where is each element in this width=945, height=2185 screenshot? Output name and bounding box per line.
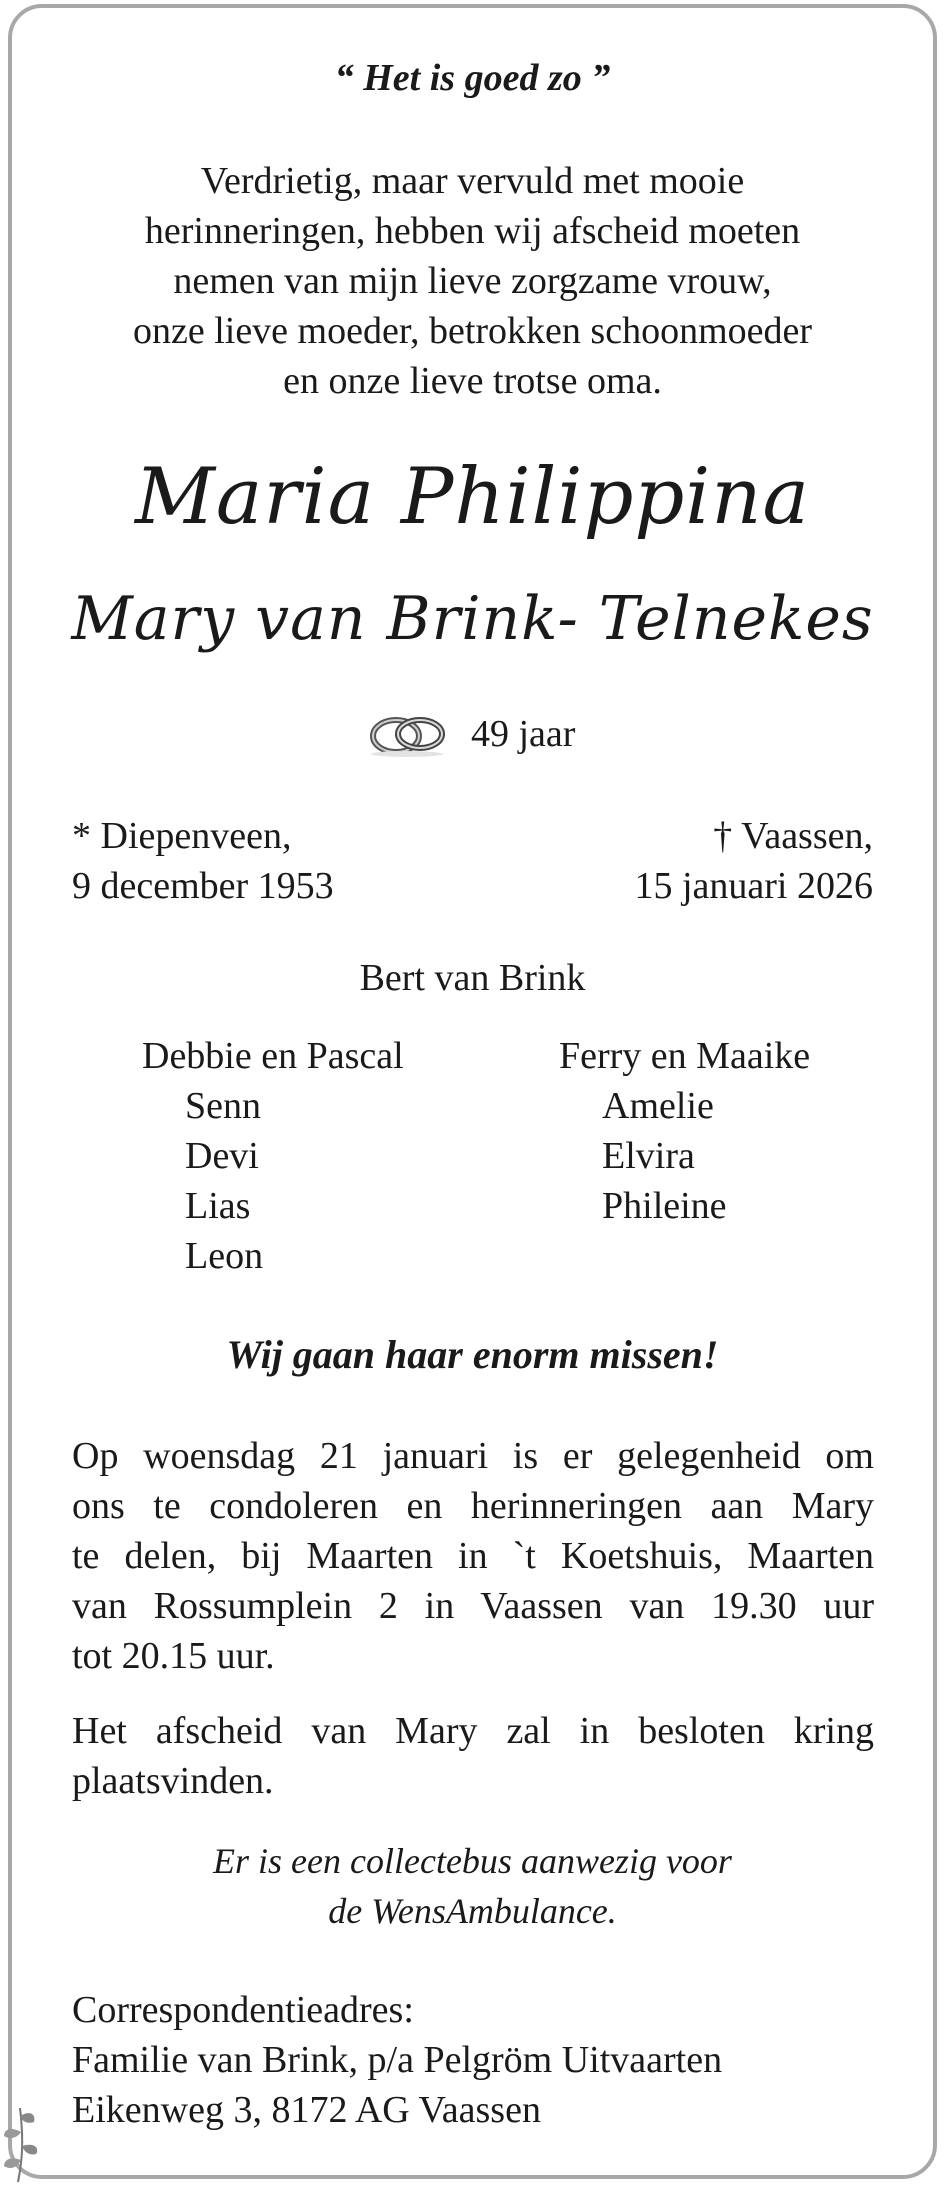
- intro-text: [0, 156, 945, 406]
- birth-date: 9 december 1953: [72, 865, 334, 907]
- grandchild-name: Senn: [185, 1085, 261, 1127]
- correspondence-label: Correspondentieadres:: [72, 1989, 414, 2031]
- grandchild-name: Leon: [185, 1235, 264, 1277]
- deceased-full-name: Mary van Brink- Telnekes: [71, 584, 874, 654]
- family-group: [142, 1031, 404, 1281]
- marriage-duration: [365, 708, 575, 760]
- death-place: † Vaassen,: [713, 815, 873, 857]
- marriage-years: 49 jaar: [471, 713, 576, 755]
- grandchild-name: Lias: [185, 1185, 251, 1227]
- miss-line: Wij gaan haar enorm missen!: [226, 1332, 719, 1377]
- leaf-ornament-icon: [0, 2102, 60, 2184]
- grandchild-name: Amelie: [602, 1085, 714, 1127]
- paragraph-line: Op woensdag 21 januari is er gelegenheid om: [72, 1435, 874, 1477]
- grandchild-name: Phileine: [602, 1185, 727, 1227]
- intro-line: Verdrietig, maar vervuld met mooie: [200, 160, 745, 202]
- collection-note: [0, 1836, 945, 1936]
- birth-info: [72, 811, 334, 911]
- condolence-paragraph: [72, 1431, 874, 1681]
- intro-line: nemen van mijn lieve zorgzame vrouw,: [173, 260, 772, 302]
- motto: “ Het is goed zo ”: [334, 57, 611, 99]
- collection-line: Er is een collectebus aanwezig voor: [213, 1841, 732, 1881]
- paragraph-line: tot 20.15 uur.: [72, 1635, 275, 1677]
- grandchild-name: Devi: [185, 1135, 259, 1177]
- family-head: Debbie en Pascal: [142, 1035, 404, 1077]
- husband-name: Bert van Brink: [359, 957, 586, 999]
- paragraph-line: Het afscheid van Mary zal in besloten kring: [72, 1710, 874, 1752]
- paragraph-line: plaatsvinden.: [72, 1760, 274, 1802]
- deceased-name: Maria Philippina: [134, 452, 810, 542]
- intro-line: herinneringen, hebben wij afscheid moeten: [144, 210, 801, 252]
- grandchild-name: Elvira: [602, 1135, 695, 1177]
- intro-line: en onze lieve trotse oma.: [283, 360, 662, 402]
- paragraph-line: ons te condoleren en herinneringen aan Mary: [72, 1485, 874, 1527]
- correspondence-address: [72, 1985, 722, 2135]
- correspondence-line: Eikenweg 3, 8172 AG Vaassen: [72, 2089, 541, 2131]
- family-group: [559, 1031, 810, 1231]
- family-head: Ferry en Maaike: [559, 1035, 811, 1077]
- wedding-rings-icon: [365, 708, 449, 760]
- death-info: [634, 811, 873, 911]
- birth-place: * Diepenveen,: [72, 815, 292, 857]
- intro-line: onze lieve moeder, betrokken schoonmoeder: [132, 310, 813, 352]
- farewell-paragraph: [72, 1706, 874, 1806]
- death-date: 15 januari 2026: [634, 865, 873, 907]
- paragraph-line: te delen, bij Maarten in `t Koetshuis, Maarten: [72, 1535, 874, 1577]
- correspondence-line: Familie van Brink, p/a Pelgröm Uitvaarten: [72, 2039, 723, 2081]
- paragraph-line: van Rossumplein 2 in Vaassen van 19.30 uur: [72, 1585, 874, 1627]
- collection-line: de WensAmbulance.: [328, 1891, 617, 1931]
